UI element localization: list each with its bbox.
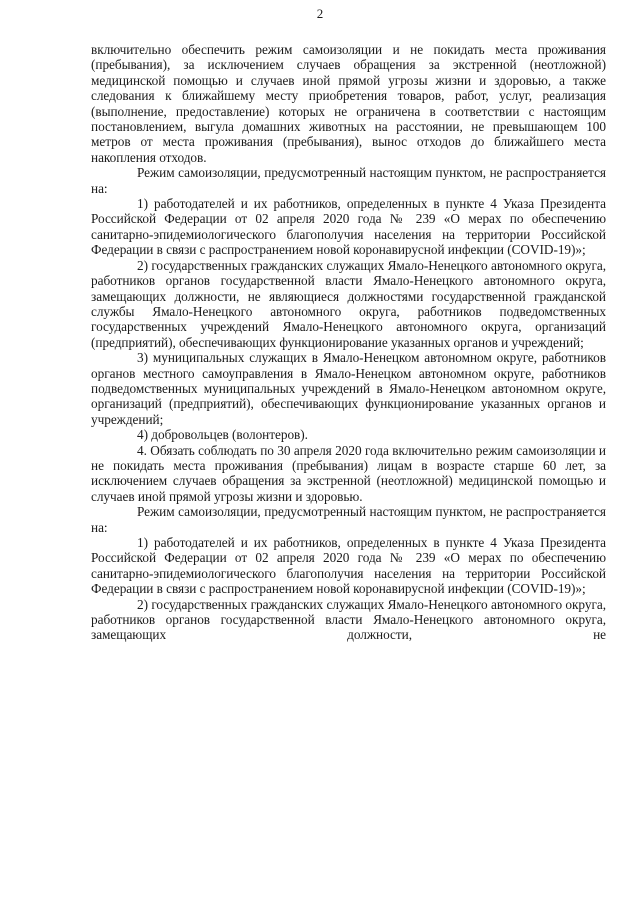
document-body [91,42,606,643]
paragraph-8: Режим самоизоляции, предусмотренный настоящим пунктом, не распространяется на: [91,504,606,535]
paragraph-9: 1) работодателей и их работников, определенных в пункте 4 Указа Президента Российской Федерации от 02 апреля 2020 года № 239 «О мерах по обеспечению санитарно-эпидемиологического благополучия населения на территории Российской Федерации в связи с распространением новой коронавирусной инфекции (COVID-19)»; [91,535,606,597]
paragraph-3: 1) работодателей и их работников, определенных в пункте 4 Указа Президента Российской Федерации от 02 апреля 2020 года № 239 «О мерах по обеспечению санитарно-эпидемиологического благополучия населения на территории Российской Федерации в связи с распространением новой коронавирусной инфекции (COVID-19)»; [91,196,606,258]
paragraph-5: 3) муниципальных служащих в Ямало-Ненецком автономном округе, работников органов местного самоуправления в Ямало-Ненецком автономном округе, работников подведомственных муниципальных учреждений в Ямало-Ненецком автономном округе, организаций (предприятий), обеспечивающих функционирование указанных органов и учреждений; [91,350,606,427]
paragraph-1: включительно обеспечить режим самоизоляции и не покидать места проживания (пребывания), за исключением случаев обращения за экстренной (неотложной) медицинской помощью и случаев иной прямой угрозы жизни и здоровью, а также следования к ближайшему месту приобретения товаров, работ, услуг, реализация (выполнение, предоставление) которых не ограничена в соответствии с настоящим постановлением, выгула домашних животных на расстоянии, не превышающем 100 метров от места проживания (пребывания), вынос отходов до ближайшего места накопления отходов. [91,42,606,165]
paragraph-10: 2) государственных гражданских служащих Ямало-Ненецкого автономного округа, работников органов государственной власти Ямало-Ненецкого автономного округа, замещающих должности, не [91,596,606,643]
paragraph-4: 2) государственных гражданских служащих Ямало-Ненецкого автономного округа, работников органов государственной власти Ямало-Ненецкого автономного округа, замещающих должности, не являющиеся должностями государственной гражданской службы Ямало-Ненецкого автономного округа, работников подведомственных государственных учреждений Ямало-Ненецкого автономного округа, организаций (предприятий), обеспечивающих функционирование указанных органов и учреждений; [91,257,606,350]
page-number: 2 [316,6,324,21]
paragraph-7: 4. Обязать соблюдать по 30 апреля 2020 года включительно режим самоизоляции и не покидать места проживания (пребывания) лицам в возрасте старше 60 лет, за исключением случаев обращения за экстренной (неотложной) медицинской помощью и случаев иной прямой угрозы жизни и здоровью. [91,442,606,504]
paragraph-2: Режим самоизоляции, предусмотренный настоящим пунктом, не распространяется на: [91,165,606,196]
paragraph-6: 4) добровольцев (волонтеров). [137,427,308,443]
